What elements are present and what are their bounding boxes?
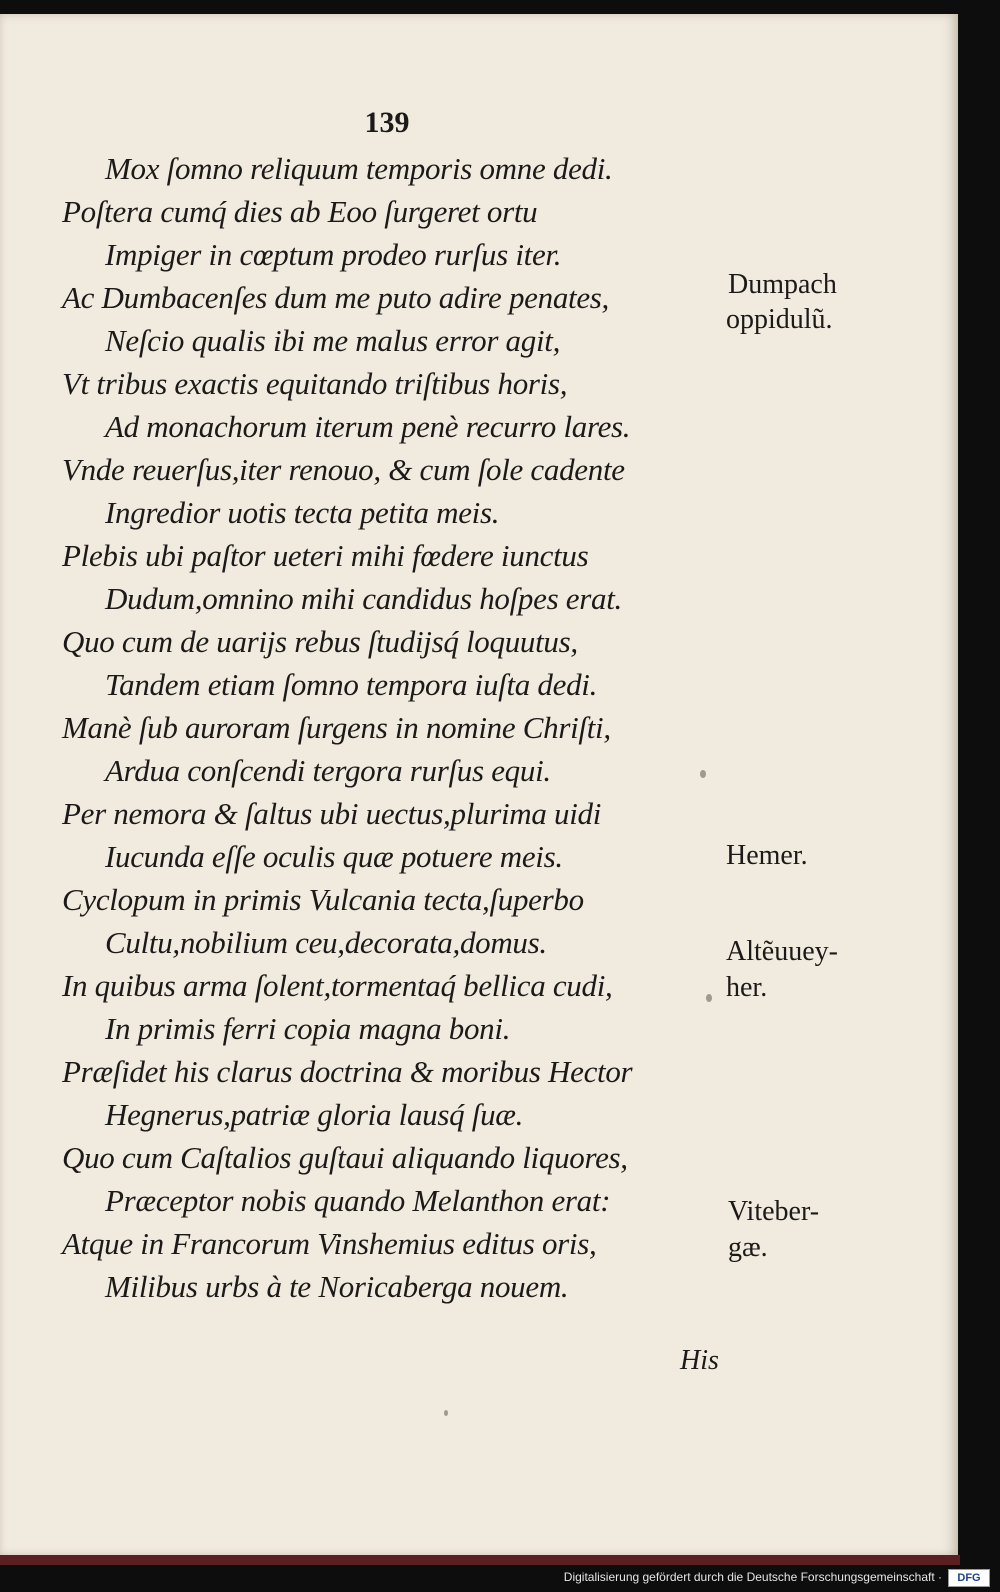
verse-line: Neſcio qualis ibi me malus error agit, bbox=[105, 323, 561, 358]
marginal-note: Viteber- bbox=[728, 1196, 820, 1227]
verse-line: Vt tribus exactis equitando triſtibus horis, bbox=[62, 366, 568, 401]
funding-credit: Digitalisierung gefördert durch die Deutsche Forschungsgemeinschaft · bbox=[563, 1570, 942, 1584]
verse-line: Vnde reuerſus,iter renouo, & cum ſole cadente bbox=[62, 452, 625, 487]
verse-line: Præceptor nobis quando Melanthon erat: bbox=[105, 1183, 611, 1218]
verse-line: Atque in Francorum Vinshemius editus oris, bbox=[62, 1226, 597, 1261]
marginal-note: gæ. bbox=[728, 1232, 768, 1263]
verse-line: Manè ſub auroram ſurgens in nomine Chriſti, bbox=[62, 710, 611, 745]
verse-line: Tandem etiam ſomno tempora iuſta dedi. bbox=[105, 667, 598, 702]
verse-line: Ingredior uotis tecta petita meis. bbox=[105, 495, 500, 530]
verse-line: Hegnerus,patriæ gloria lausq́ ſuæ. bbox=[105, 1097, 524, 1132]
verse-line: Per nemora & ſaltus ubi uectus,plurima uidi bbox=[62, 796, 602, 831]
scan-right-edge bbox=[958, 0, 1000, 1592]
verse-line: Ac Dumbacenſes dum me puto adire penates, bbox=[62, 280, 610, 315]
verse-line: Præſidet his clarus doctrina & moribus Hector bbox=[62, 1054, 633, 1089]
marginal-note: her. bbox=[726, 972, 768, 1003]
verse-line: Ardua conſcendi tergora rurſus equi. bbox=[105, 753, 551, 788]
paper-speck bbox=[444, 1410, 448, 1416]
verse-line: In primis ferri copia magna boni. bbox=[105, 1011, 511, 1046]
verse-line: Quo cum Caſtalios guſtaui aliquando liquores, bbox=[62, 1140, 628, 1175]
verse-line: Milibus urbs à te Noricaberga nouem. bbox=[105, 1269, 569, 1304]
verse-line: Iucunda eſſe oculis quæ potuere meis. bbox=[105, 839, 563, 874]
marginal-note: Hemer. bbox=[726, 840, 808, 871]
book-page bbox=[0, 14, 958, 1559]
marginal-note: Altẽuuey- bbox=[726, 936, 838, 967]
verse-line: Impiger in cœptum prodeo rurſus iter. bbox=[105, 237, 562, 272]
catchword: His bbox=[680, 1345, 719, 1376]
marginal-note: Dumpach bbox=[728, 269, 837, 300]
verse-line: Cultu,nobilium ceu,decorata,domus. bbox=[105, 925, 547, 960]
marginal-note: oppidulũ. bbox=[726, 304, 833, 335]
page-number: 139 bbox=[364, 106, 410, 139]
verse-line: Quo cum de uarijs rebus ſtudijsq́ loquutus, bbox=[62, 624, 578, 659]
verse-line: Plebis ubi paſtor ueteri mihi fœdere iunctus bbox=[62, 538, 589, 573]
verse-line: Mox ſomno reliquum temporis omne dedi. bbox=[105, 151, 613, 186]
paper-speck bbox=[706, 994, 712, 1002]
verse-line: Dudum,omnino mihi candidus hoſpes erat. bbox=[105, 581, 622, 616]
verse-line: Cyclopum in primis Vulcania tecta,ſuperbo bbox=[62, 882, 584, 917]
scan-top-edge bbox=[0, 0, 1000, 14]
verse-line: Poſtera cumq́ dies ab Eoo ſurgeret ortu bbox=[62, 194, 538, 229]
verse-line: Ad monachorum iterum penè recurro lares. bbox=[105, 409, 631, 444]
book-cover-edge bbox=[0, 1555, 960, 1565]
verse-line: In quibus arma ſolent,tormentaq́ bellica cudi, bbox=[62, 968, 613, 1003]
footer-bar bbox=[0, 1565, 1000, 1592]
paper-speck bbox=[700, 770, 706, 778]
dfg-logo: DFG bbox=[948, 1569, 990, 1587]
